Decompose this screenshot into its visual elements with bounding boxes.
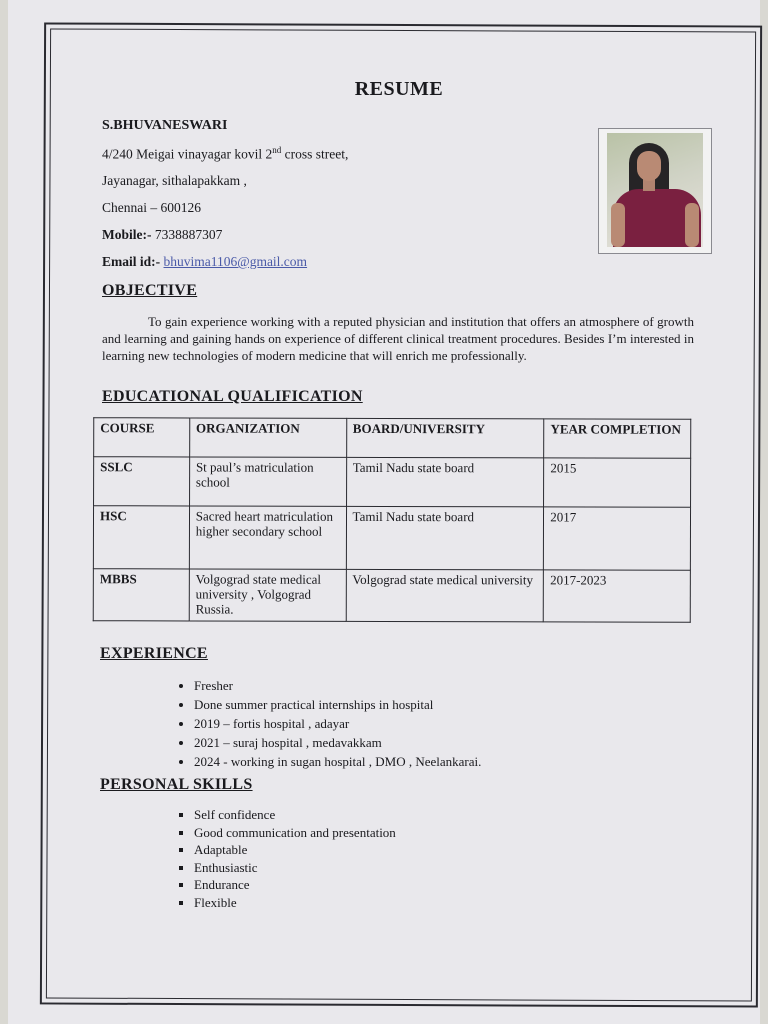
list-item: • Done summer practical internships in hospital	[194, 695, 481, 714]
mobile-number: 7338887307	[151, 227, 223, 242]
email-label: Email id:-	[102, 254, 161, 269]
education-heading: EDUCATIONAL QUALIFICATION	[102, 388, 363, 405]
resume-title: RESUME	[354, 78, 444, 100]
list-item: ▪ Flexible	[194, 894, 396, 912]
address-line-1: 4/240 Meigai vinayagar kovil 2nd cross street,	[102, 145, 349, 162]
column-header-course: COURSE	[94, 418, 190, 457]
list-item: ▪ Self confidence	[194, 806, 396, 824]
list-item: ▪ Enthusiastic	[194, 859, 396, 877]
candidate-name: S.BHUVANESWARI	[102, 118, 228, 133]
experience-list	[172, 676, 481, 771]
column-header-organization: ORGANIZATION	[189, 418, 346, 457]
list-item: ▪ Adaptable	[194, 841, 396, 859]
experience-heading: EXPERIENCE	[100, 645, 208, 662]
profile-photo	[598, 128, 712, 254]
list-item: ▪ Endurance	[194, 876, 396, 894]
email-link[interactable]: bhuvima1106@gmail.com	[163, 254, 308, 269]
skills-list	[172, 806, 396, 911]
address-line-3: Chennai – 600126	[102, 200, 201, 215]
list-item: • 2021 – suraj hospital , medavakkam	[194, 733, 481, 752]
email-line	[102, 254, 307, 270]
list-item: • 2024 - working in sugan hospital , DMO , Neelankarai.	[194, 752, 481, 771]
address-line-2: Jayanagar, sithalapakkam ,	[102, 173, 247, 188]
table-row: HSC Sacred heart matriculation higher secondary school Tamil Nadu state board 2017	[93, 506, 690, 571]
mobile-line	[102, 227, 222, 243]
list-item: • Fresher	[194, 676, 481, 695]
objective-heading: OBJECTIVE	[102, 282, 198, 299]
table-row: SSLC St paul’s matriculation school Tamil Nadu state board 2015	[94, 457, 691, 508]
objective-text: To gain experience working with a reputed physician and institution that offers an atmosphere of growth and learning and gaining hands on experience of different clinical treatment procedures. Besides I’m interested in learning new technologies of modern medicine that will enrich me professionally.	[102, 314, 694, 363]
mobile-label: Mobile:-	[102, 227, 152, 242]
skills-heading: PERSONAL SKILLS	[100, 776, 253, 793]
column-header-board: BOARD/UNIVERSITY	[346, 418, 544, 458]
education-table	[93, 417, 692, 623]
list-item: • 2019 – fortis hospital , adayar	[194, 714, 481, 733]
column-header-year: YEAR COMPLETION	[544, 419, 691, 458]
list-item: ▪ Good communication and presentation	[194, 824, 396, 842]
table-row: MBBS Volgograd state medical university , Volgograd Russia. Volgograd state medical university 2017-2023	[93, 569, 690, 623]
